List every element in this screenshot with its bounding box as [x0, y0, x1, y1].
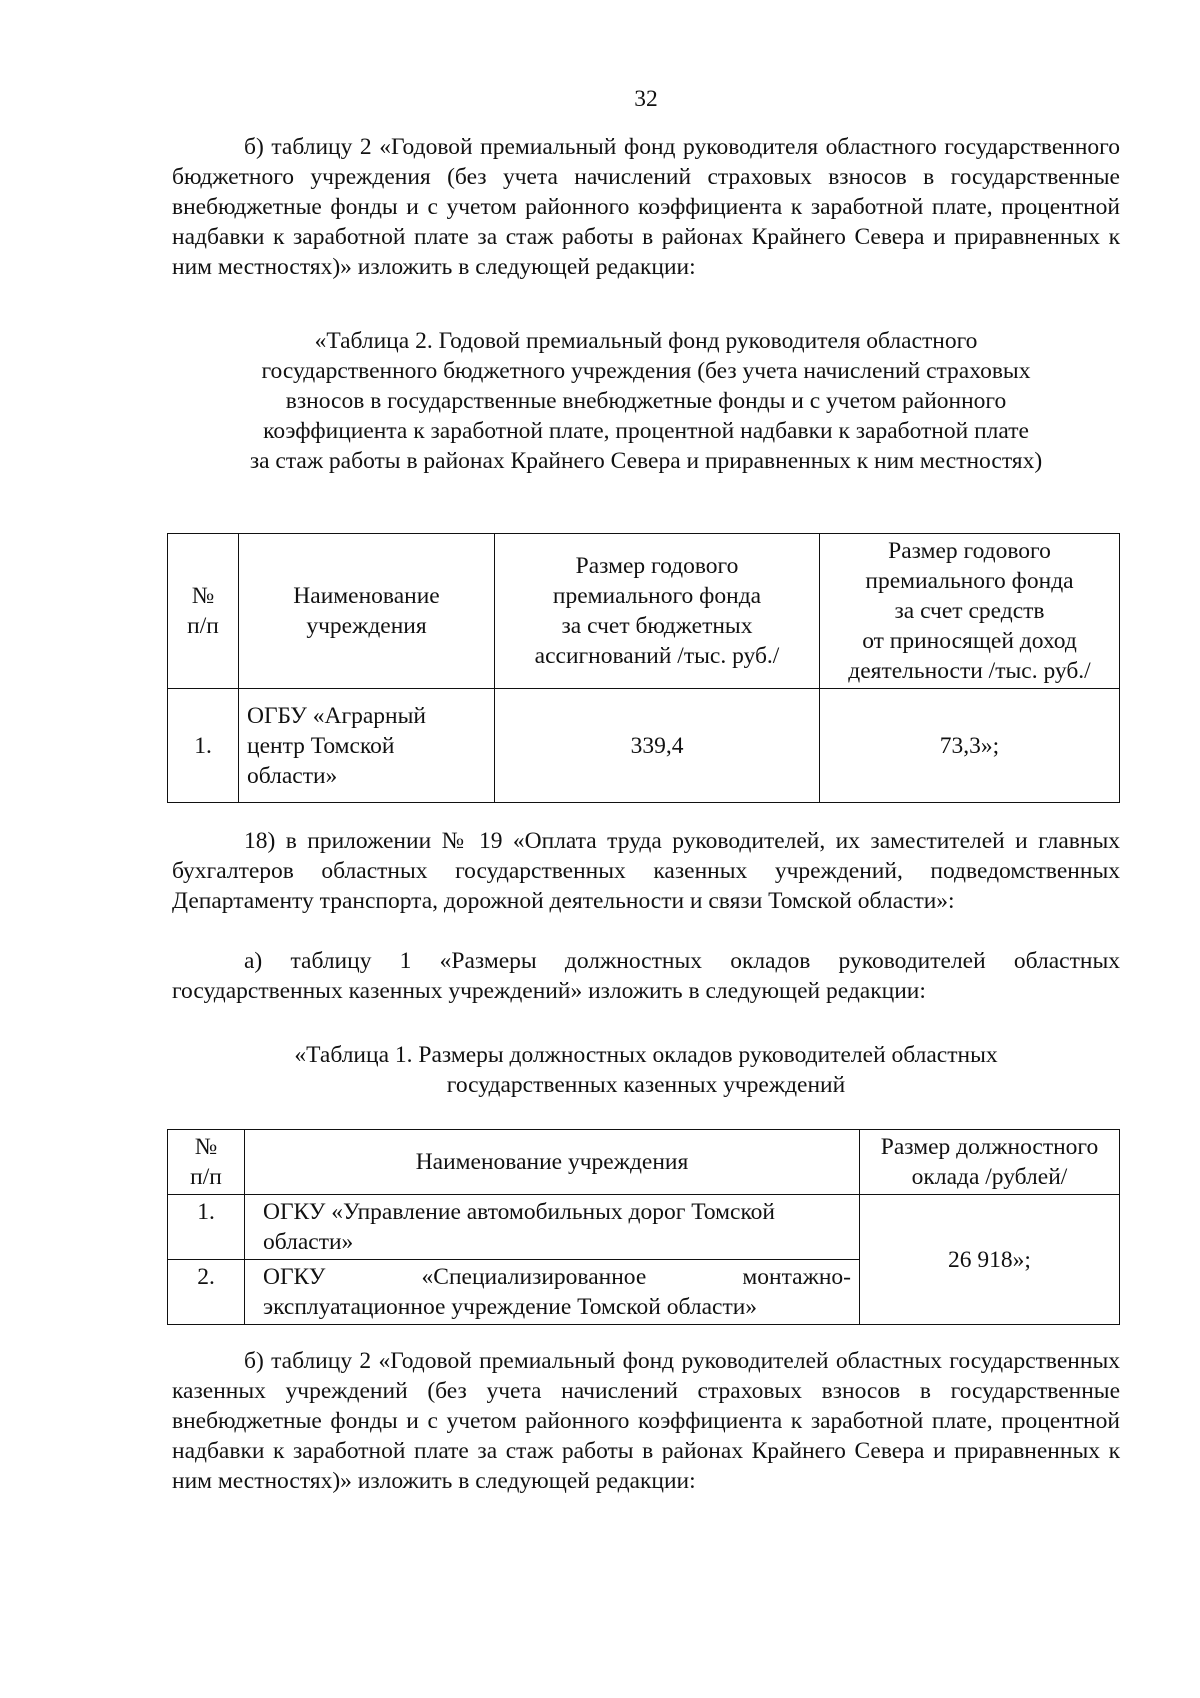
table2-cell-num: 1.	[168, 689, 239, 803]
cell-line: эксплуатационное учреждение Томской области»	[263, 1294, 758, 1320]
table1-cell-num: 2.	[168, 1260, 245, 1325]
table2-caption-line: за стаж работы в районах Крайнего Севера и приравненных к ним местностях)	[249, 448, 1043, 474]
table2-caption-line: коэффициента к заработной плате, процентной надбавки к заработной плате	[263, 418, 1029, 444]
header-line: премиального фонда	[552, 583, 762, 609]
table1-header-name: Наименование учреждения	[245, 1130, 860, 1195]
table1-header-row	[168, 1130, 1120, 1195]
table2-premium-fund	[167, 533, 1120, 803]
paragraph-a-table1-text: а) таблицу 1 «Размеры должностных окладов руководителей областных государственных казенных учреждений» изложить в следующей редакции:	[172, 948, 1120, 1004]
cell-line: центр Томской	[247, 732, 395, 759]
cell-line: области»	[247, 762, 338, 789]
table2-cell-name	[239, 689, 495, 803]
table2-caption-line: «Таблица 2. Годовой премиальный фонд руководителя областного	[314, 328, 978, 354]
table2-caption-line: взносов в государственные внебюджетные фонды и с учетом районного	[285, 388, 1007, 414]
header-line: п/п	[187, 613, 219, 639]
table-row	[168, 689, 1120, 803]
table2-header-budget	[495, 534, 820, 689]
header-line: ассигнований /тыс. руб./	[534, 643, 780, 669]
paragraph-b-table2-kazennye-text: б) таблицу 2 «Годовой премиальный фонд руководителей областных государственных казенных учреждений (без учета начислений страховых взносов в государственные внебюджетные фонды и с учетом районного коэффициента к заработной плате, процентной надбавки к заработной плате за стаж работы в районах Крайнего Севера и приравненных к ним местностях)» изложить в следующей редакции:	[172, 1348, 1120, 1494]
header-line: Размер годового	[575, 553, 739, 579]
paragraph-b-table2-text: б) таблицу 2 «Годовой премиальный фонд руководителя областного государственного бюджетного учреждения (без учета начислений страховых взносов в государственные внебюджетные фонды и с учетом районного коэффициента к заработной плате, процентной надбавки к заработной плате за стаж работы в районах Крайнего Севера и приравненных к ним местностях)» изложить в следующей редакции:	[172, 134, 1120, 280]
table1-caption-line: «Таблица 1. Размеры должностных окладов руководителей областных	[294, 1042, 998, 1068]
table1-header-salary	[860, 1130, 1120, 1195]
table2-header-name	[239, 534, 495, 689]
paragraph-a-table1	[172, 946, 1120, 1006]
table2-cell-income: 73,3»;	[820, 689, 1120, 803]
header-line: №	[194, 1134, 218, 1160]
paragraph-b-table2	[172, 132, 1120, 282]
header-line: премиального фонда	[865, 568, 1074, 594]
table1-cell-name	[245, 1195, 860, 1260]
paragraph-18-text: 18) в приложении № 19 «Оплата труда руководителей, их заместителей и главных бухгалтеров областных государственных казенных учреждений, подведомственных Департаменту транспорта, дорожной деятельности и связи Томской области»:	[172, 828, 1120, 914]
table1-caption-line: государственных казенных учреждений	[446, 1072, 846, 1098]
page-number: 32	[634, 86, 658, 112]
header-line: за счет бюджетных	[561, 613, 753, 639]
header-line: деятельности /тыс. руб./	[848, 658, 1091, 684]
cell-line: ОГБУ «Аграрный	[247, 702, 426, 729]
header-line: Наименование	[293, 583, 440, 609]
table2-cell-budget: 339,4	[495, 689, 820, 803]
header-line: оклада /рублей/	[911, 1164, 1068, 1190]
table1-header-num	[168, 1130, 245, 1195]
table2-header-row	[168, 534, 1120, 689]
table2-caption-line: государственного бюджетного учреждения (без учета начислений страховых	[261, 358, 1031, 384]
header-line: Размер должностного	[880, 1134, 1099, 1160]
header-line: п/п	[190, 1164, 222, 1190]
header-line: учреждения	[306, 613, 427, 639]
cell-line: области»	[263, 1229, 354, 1255]
table2-caption	[172, 326, 1120, 476]
table1-cell-num: 1.	[168, 1195, 245, 1260]
cell-line: ОГКУ «Специализированное монтажно-	[263, 1264, 851, 1290]
table1-cell-name	[245, 1260, 860, 1325]
cell-line: ОГКУ «Управление автомобильных дорог Томской	[263, 1199, 776, 1225]
table1-caption	[172, 1040, 1120, 1100]
table2-header-num	[168, 534, 239, 689]
table1-salaries	[167, 1129, 1120, 1325]
table-row	[168, 1195, 1120, 1260]
paragraph-b-table2-kazennye	[172, 1346, 1120, 1496]
header-line: от приносящей доход	[862, 628, 1077, 654]
header-line: Размер годового	[888, 538, 1051, 564]
header-line: №	[191, 583, 215, 609]
header-line: за счет средств	[894, 598, 1045, 624]
paragraph-18	[172, 826, 1120, 916]
table2-header-income	[820, 534, 1120, 689]
table1-cell-salary: 26 918»;	[860, 1195, 1120, 1325]
